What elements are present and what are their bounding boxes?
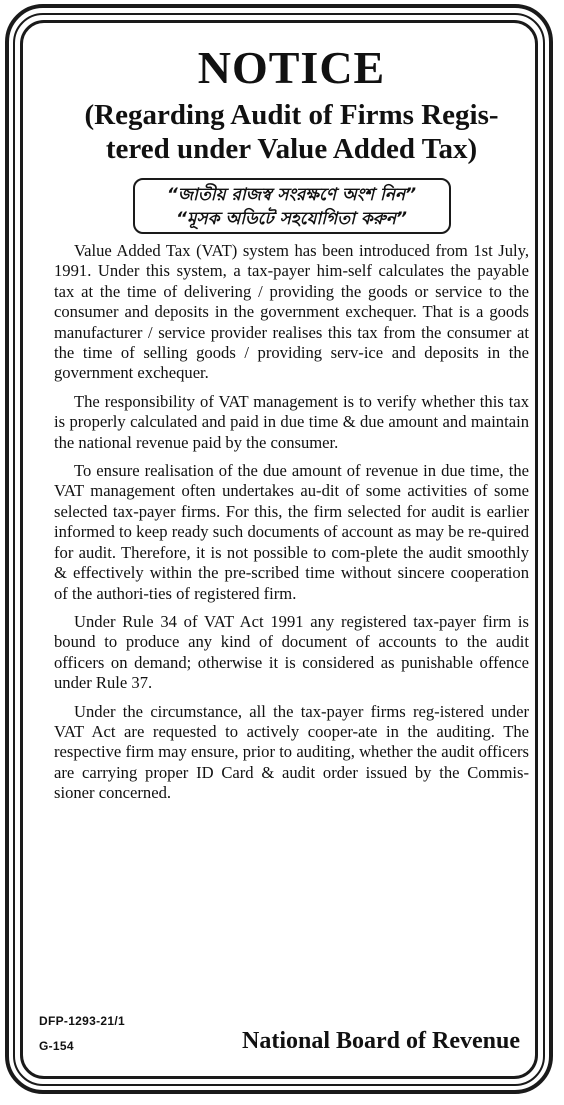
reference-code: DFP-1293-21/1 bbox=[39, 1014, 125, 1028]
paragraph-4: Under Rule 34 of VAT Act 1991 any registered tax-payer firm is bound to produce any kind of document of accounts to the audit officers on demand; otherwise it is considered as punishable offence under Rule 37. bbox=[54, 611, 529, 693]
paragraph-5: Under the circumstance, all the tax-payer firms reg-istered under VAT Act are requested to actively cooper-ate in the auditing. The respective firm may ensure, prior to auditing, whether the audit officers are carrying proper ID Card & audit order issued by the Commis-sioner concerned. bbox=[54, 701, 529, 803]
notice-body bbox=[54, 42, 529, 804]
subtitle-line-2: tered under Value Added Tax) bbox=[105, 133, 478, 165]
paragraph-3: To ensure realisation of the due amount of revenue in due time, the VAT management often undertakes au-dit of some activities of some selected tax-payer firms. For this, the firm selected for audit is earlier informed to keep ready such documents of account as may be re-quired for audit. Therefore, it is not possible to com-plete the audit smoothly & effectively within the pre-scribed time without sincere cooperation of the authori-ties of registered firm. bbox=[54, 461, 529, 603]
paragraph-1: Value Added Tax (VAT) system has been introduced from 1st July, 1991. Under this system, a tax-payer him-self calculates the payable tax at the time of delivering / providing the goods or service to the consumer and deposits in the government exchequer. That is a goods manufacturer / service provider realises this tax from the consumer at the time of selling goods / providing serv-ice and deposits in the government exchequer. bbox=[54, 241, 529, 383]
slogan-line-1: “জাতীয় রাজস্ব সংরক্ষণে অংশ নিন” bbox=[166, 185, 417, 205]
slogan-line-2: “মূসক অডিটে সহযোগিতা করুন” bbox=[176, 209, 407, 229]
subtitle-line-1: (Regarding Audit of Firms Regis- bbox=[84, 99, 499, 131]
notice-title: NOTICE bbox=[197, 42, 386, 93]
sub-reference-code: G-154 bbox=[39, 1039, 74, 1053]
slogan-box bbox=[133, 178, 451, 234]
paragraph-2: The responsibility of VAT management is to verify whether this tax is properly calculated and paid in due time & due amount and maintain the national revenue paid by the consumer. bbox=[54, 391, 529, 452]
issuer-name: National Board of Revenue bbox=[242, 1028, 520, 1054]
notice-subtitle bbox=[54, 98, 529, 166]
